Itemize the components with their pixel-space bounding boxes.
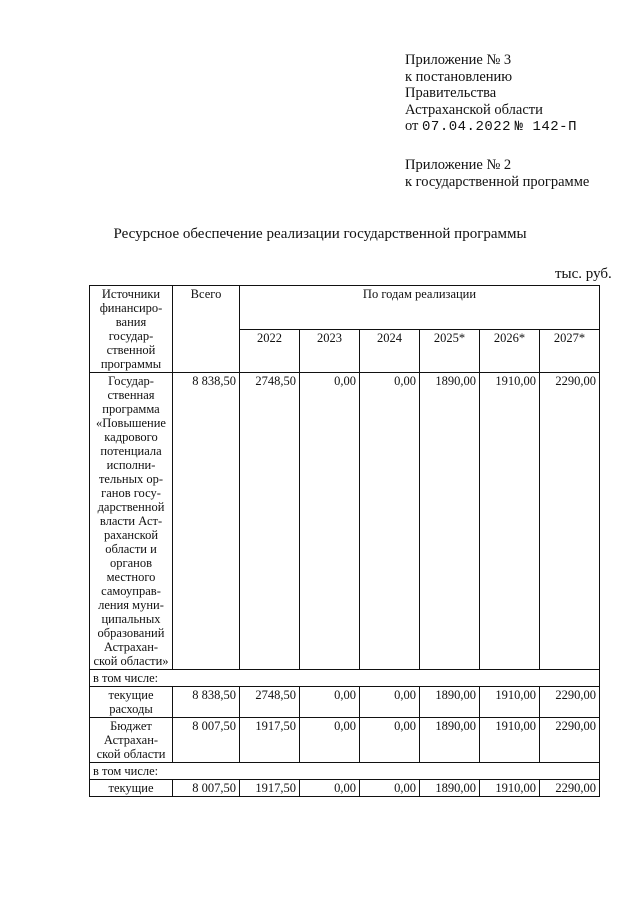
row-year-value: 1917,50: [240, 780, 300, 797]
attachment-3-line: Правительства: [405, 85, 497, 101]
header-year: 2024: [360, 329, 420, 373]
row-source-label: текущие: [90, 780, 173, 797]
row-year-value: 0,00: [360, 718, 420, 763]
attachment-2-block: [405, 157, 589, 190]
row-year-value: 1910,00: [480, 780, 540, 797]
row-year-value: 1890,00: [420, 718, 480, 763]
row-subheader: в том числе:: [90, 763, 600, 780]
table-row: [90, 373, 600, 670]
header-source: Источники финансиро- вания государ- ственной программы: [90, 286, 173, 373]
row-year-value: 2748,50: [240, 373, 300, 670]
attachment-2-line: Приложение № 2: [405, 157, 512, 173]
header-year: 2022: [240, 329, 300, 373]
row-total: 8 007,50: [173, 780, 240, 797]
row-year-value: 1910,00: [480, 373, 540, 670]
row-year-value: 2290,00: [540, 718, 600, 763]
resolution-date: 07.04.2022: [422, 119, 512, 135]
row-year-value: 2290,00: [540, 780, 600, 797]
header-year: 2023: [300, 329, 360, 373]
row-source-label: Бюджет Астрахан- ской области: [90, 718, 173, 763]
row-year-value: 1910,00: [480, 718, 540, 763]
row-year-value: 1917,50: [240, 718, 300, 763]
table-row: [90, 780, 600, 797]
row-source-label: Государ- ственная программа «Повышение кадрового потенциала исполни- тельных ор- ганов госу- дарственной власти Аст- раханской области и органов местного самоуправ- ления муни- ципальных образований Астрахан- ской области»: [90, 373, 173, 670]
header-year: 2025*: [420, 329, 480, 373]
table-row: [90, 687, 600, 718]
row-year-value: 1890,00: [420, 687, 480, 718]
row-subheader: в том числе:: [90, 670, 600, 687]
header-total: Всего: [173, 286, 240, 373]
attachment-3-line: Астраханской области: [405, 101, 543, 118]
date-prefix: от: [405, 118, 419, 134]
header-year: 2027*: [540, 329, 600, 373]
table-row: [90, 670, 600, 687]
table-row: [90, 763, 600, 780]
row-year-value: 2290,00: [540, 373, 600, 670]
attachment-3-line: Приложение № 3: [405, 52, 512, 68]
row-year-value: 2748,50: [240, 687, 300, 718]
attachment-2-line: к государственной программе: [405, 173, 590, 190]
row-year-value: 1890,00: [420, 373, 480, 670]
header-year: 2026*: [480, 329, 540, 373]
row-year-value: 0,00: [300, 687, 360, 718]
row-year-value: 1890,00: [420, 780, 480, 797]
row-total: 8 838,50: [173, 373, 240, 670]
row-year-value: 0,00: [360, 687, 420, 718]
row-year-value: 0,00: [300, 780, 360, 797]
row-year-value: 0,00: [300, 373, 360, 670]
document-title: Ресурсное обеспечение реализации государственной программы: [113, 226, 527, 242]
resolution-number: № 142-П: [514, 119, 577, 135]
units-label: тыс. руб.: [555, 266, 612, 282]
row-year-value: 0,00: [360, 780, 420, 797]
row-total: 8 838,50: [173, 687, 240, 718]
attachment-3-line: к постановлению: [405, 68, 513, 85]
resource-table: [89, 285, 600, 797]
row-year-value: 1910,00: [480, 687, 540, 718]
attachment-3-date-line: [405, 118, 577, 136]
row-year-value: 0,00: [360, 373, 420, 670]
row-year-value: 2290,00: [540, 687, 600, 718]
row-source-label: текущие расходы: [90, 687, 173, 718]
row-total: 8 007,50: [173, 718, 240, 763]
table-row: [90, 718, 600, 763]
row-year-value: 0,00: [300, 718, 360, 763]
header-row: [90, 286, 600, 330]
header-by-years: По годам реализации: [240, 286, 600, 330]
attachment-3-block: [405, 52, 577, 136]
